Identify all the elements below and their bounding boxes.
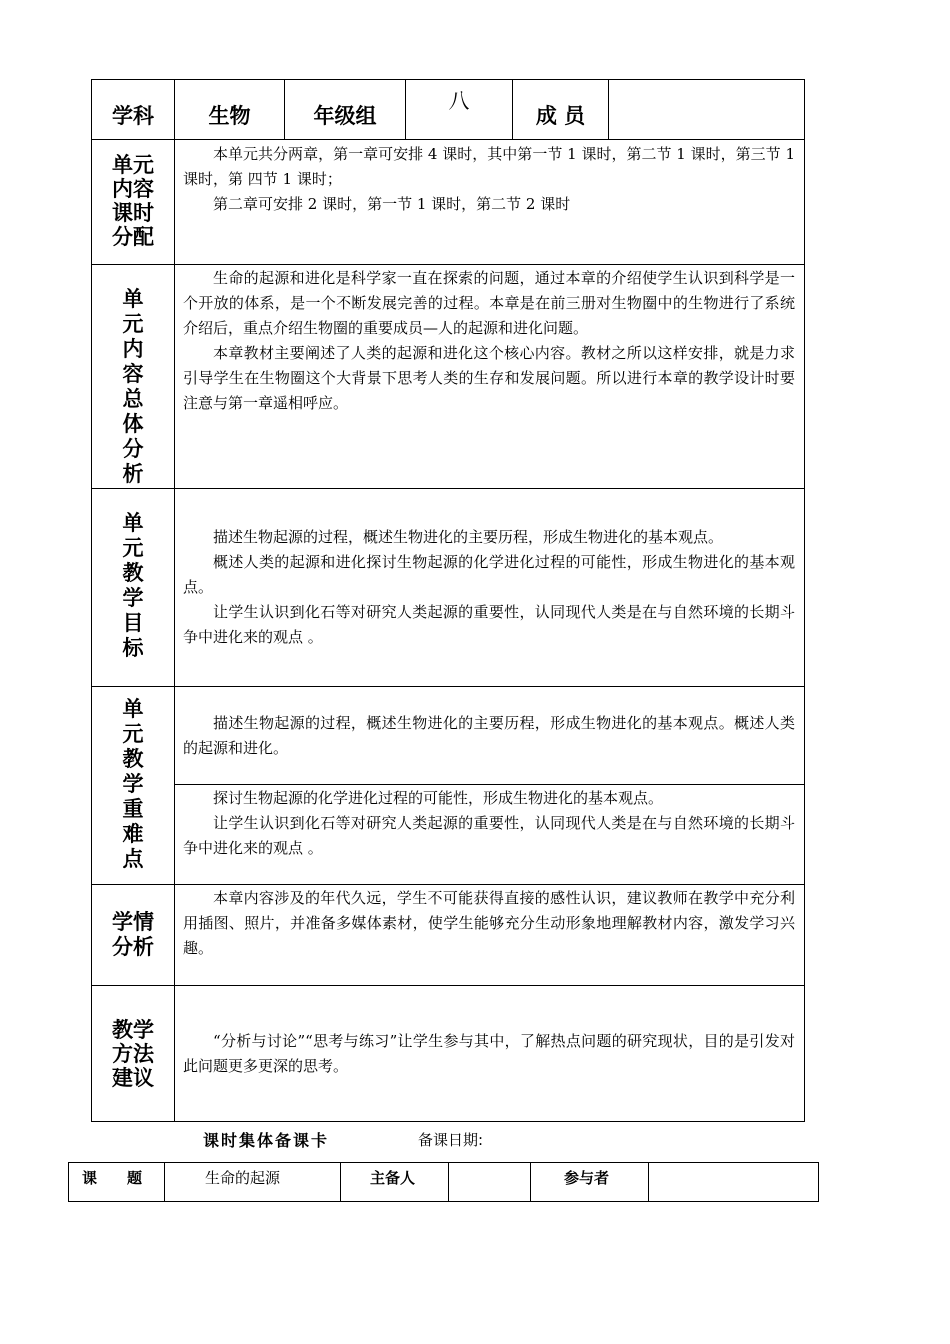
allocation-label: 单元 内容 课时 分配	[112, 153, 154, 249]
lesson-card-title: 课时集体备课卡	[203, 1131, 330, 1150]
methods-content: “分析与讨论”“思考与练习”让学生参与其中，了解热点问题的研究现状，目的是引发对此问题更多更深的思考。	[183, 1032, 795, 1075]
topic-label: 课 题	[82, 1169, 143, 1187]
goals-label: 单 元 教 学 目 标	[122, 511, 144, 660]
members-label: 成 员	[535, 104, 586, 128]
students-content: 本章内容涉及的年代久远，学生不可能获得直接的感性认识，建议教师在教学中充分利用插图、照片，并准备多媒体素材，使学生能够充分生动形象地理解教材内容，激发学习兴趣。	[183, 889, 795, 957]
difficult-points-content: 探讨生物起源的化学进化过程的可能性，形成生物进化的基本观点。 让学生认识到化石等对研究人类起源的重要性，认同现代人类是在与自然环境的长期斗争中进化来的观点 。	[183, 789, 795, 857]
grade-value: 八	[448, 89, 470, 113]
grade-label: 年级组	[313, 104, 377, 128]
lead-label: 主备人	[370, 1169, 416, 1187]
students-label: 学情 分析	[112, 910, 154, 959]
goals-content: 描述生物起源的过程，概述生物进化的主要历程，形成生物进化的基本观点。 概述人类的起源和进化探讨生物起源的化学进化过程的可能性，形成生物进化的基本观点。 让学生认识到化石等对研究人类起源的重要性，认同现代人类是在与自然环境的长期斗争中进化来的观点 。	[183, 528, 795, 646]
topic-value: 生命的起源	[205, 1169, 281, 1187]
allocation-content: 本单元共分两章，第一章可安排 4 课时，其中第一节 1 课时，第二节 1 课时，第三节 1 课时，第 四节 1 课时； 第二章可安排 2 课时，第一节 1 课时，第二节 2 课时	[183, 145, 795, 213]
key-points-content: 描述生物起源的过程，概述生物进化的主要历程，形成生物进化的基本观点。概述人类的起源和进化。	[183, 714, 795, 757]
subject-value: 生物	[208, 104, 251, 128]
methods-label: 教学 方法 建议	[112, 1018, 154, 1090]
keypoints-label: 单 元 教 学 重 难 点	[122, 697, 144, 871]
lesson-date-label: 备课日期:	[418, 1131, 484, 1149]
participants-label: 参与者	[564, 1169, 610, 1187]
analysis-label: 单 元 内 容 总 体 分 析	[122, 287, 144, 486]
subject-label: 学科	[112, 104, 154, 128]
analysis-content: 生命的起源和进化是科学家一直在探索的问题，通过本章的介绍使学生认识到科学是一个开放的体系，是一个不断发展完善的过程。本章是在前三册对生物圈中的生物进行了系统介绍后，重点介绍生物圈的重要成员—人的起源和进化问题。 本章教材主要阐述了人类的起源和进化这个核心内容。教材之所以这样安排，就是力求引导学生在生物圈这个大背景下思考人类的生存和发展问题。所以进行本章的教学设计时要注意与第一章遥相呼应。	[183, 269, 795, 412]
